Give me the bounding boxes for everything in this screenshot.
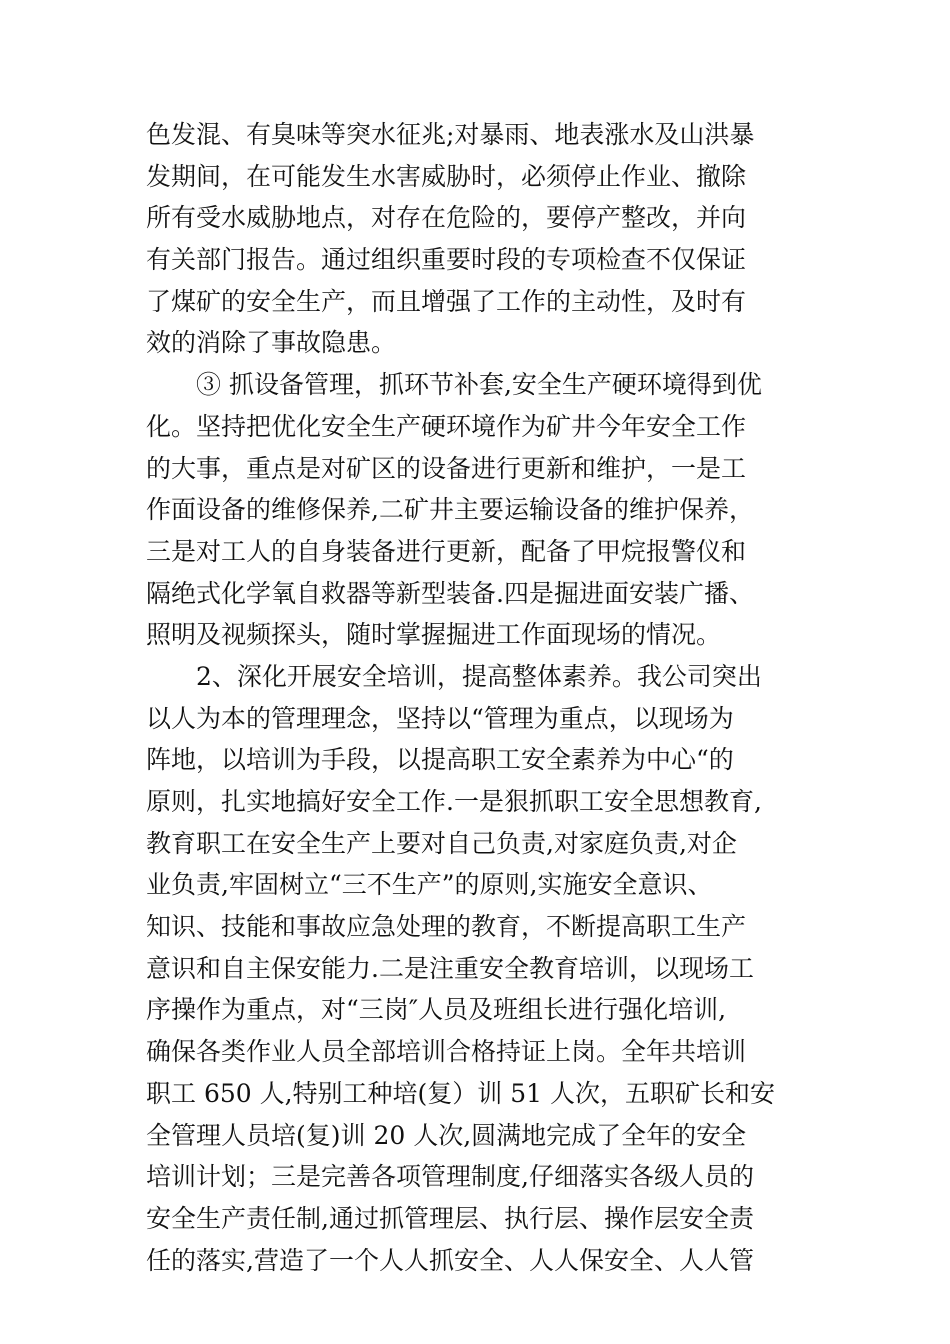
text-line: 2、深化开展安全培训，提高整体素养。我公司突出 xyxy=(146,661,762,691)
text-line: 以人为本的管理理念，坚持以“管理为重点，以现场为 xyxy=(146,703,734,733)
text-line: 业负责,牢固树立“三不生产”的原则,实施安全意识、 xyxy=(146,870,713,900)
text-line: 隔绝式化学氧自救器等新型装备.四是掘进面安装广播、 xyxy=(146,578,754,608)
text-line: 培训计划；三是完善各项管理制度,仔细落实各级人员的 xyxy=(146,1162,754,1192)
text-line: 任的落实,营造了一个人人抓安全、人人保安全、人人管 xyxy=(146,1245,754,1275)
text-line: 安全生产责任制,通过抓管理层、执行层、操作层安全责 xyxy=(146,1203,754,1233)
text-line: 三是对工人的自身装备进行更新，配备了甲烷报警仪和 xyxy=(146,536,747,566)
text-line: ③ 抓设备管理，抓环节补套,安全生产硬环境得到优 xyxy=(146,370,762,400)
text-line: 所有受水威胁地点，对存在危险的，要停产整改，并向 xyxy=(146,203,747,233)
text-line: 序操作为重点，对“三岗″人员及班组长进行强化培训, xyxy=(146,995,727,1025)
text-line: 阵地，以培训为手段，以提高职工安全素养为中心“的 xyxy=(146,745,734,775)
text-line: 发期间，在可能发生水害威胁时，必须停止作业、撤除 xyxy=(146,161,747,191)
text-line: 原则，扎实地搞好安全工作.一是狠抓职工安全思想教育, xyxy=(146,787,762,816)
text-line: 的大事，重点是对矿区的设备进行更新和维护，一是工 xyxy=(146,453,747,483)
text-line: 了煤矿的安全生产，而且增强了工作的主动性，及时有 xyxy=(146,286,747,316)
text-line: 职工 650 人,特别工种培(复）训 51 人次，五职矿长和安 xyxy=(146,1078,776,1108)
text-line: 作面设备的维修保养,二矿井主要运输设备的维护保养， xyxy=(146,495,754,525)
text-line: 知识、技能和事故应急处理的教育，不断提高职工生产 xyxy=(146,912,747,942)
body-text xyxy=(146,114,816,1281)
text-line: 照明及视频探头，随时掌握掘进工作面现场的情况。 xyxy=(146,620,722,650)
text-line: 全管理人员培(复)训 20 人次,圆满地完成了全年的安全 xyxy=(146,1120,747,1150)
text-line: 确保各类作业人员全部培训合格持证上岗。全年共培训 xyxy=(146,1037,747,1067)
text-line: 色发混、有臭味等突水征兆;对暴雨、地表涨水及山洪暴 xyxy=(146,120,755,149)
text-line: 有关部门报告。通过组织重要时段的专项检查不仅保证 xyxy=(146,245,747,275)
text-line: 意识和自主保安能力.二是注重安全教育培训，以现场工 xyxy=(146,953,754,983)
text-line: 效的消除了事故隐患。 xyxy=(146,328,397,358)
text-line: 化。坚持把优化安全生产硬环境作为矿井今年安全工作 xyxy=(146,411,747,441)
text-line: 教育职工在安全生产上要对自己负责,对家庭负责,对企 xyxy=(146,828,737,858)
